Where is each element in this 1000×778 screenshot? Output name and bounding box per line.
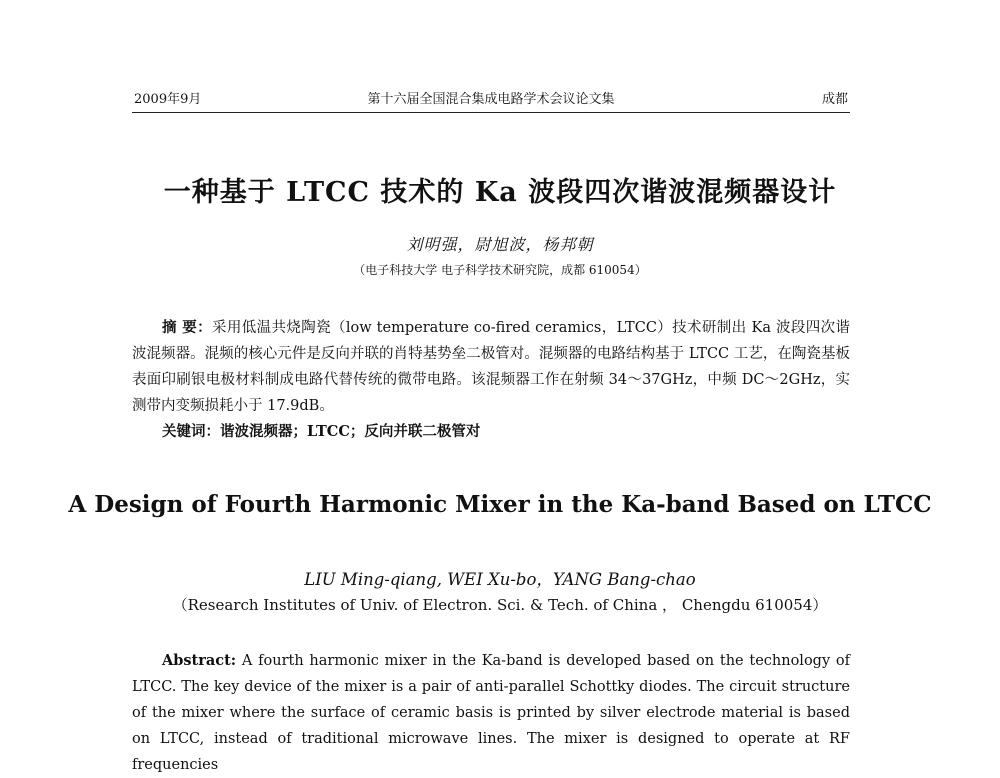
authors-english: LIU Ming-qiang, WEI Xu-bo，YANG Bang-chao [304, 570, 696, 589]
keywords-text-chinese: 谐波混频器；LTCC；反向并联二极管对 [220, 423, 481, 440]
keywords-label-chinese: 关键词： [162, 423, 220, 440]
affiliation-english: （Research Institutes of Univ. of Electron. Sci. & Tech. of China ， Chengdu 610054） [172, 596, 828, 614]
abstract-english [132, 648, 850, 778]
title-chinese: 一种基于 LTCC 技术的 Ka 波段四次谐波混频器设计 [163, 177, 837, 208]
abstract-label-chinese: 摘 要： [162, 319, 213, 336]
abstract-label-english: Abstract: [162, 652, 237, 669]
header-city: 成都 [821, 92, 848, 107]
header-proceedings: 第十六届全国混合集成电路学术会议论文集 [367, 92, 615, 107]
abstract-text-chinese: 采用低温共烧陶瓷（low temperature co-fired ceramics，LTCC）技术研制出 Ka 波段四次谐波混频器。混频的核心元件是反向并联的肖特基势垒二极管对。混频器的电路结构基于 LTCC 工艺，在陶瓷基板表面印刷银电极材料制成电路代替传统的微带电路。该混频器工作在射频 34～37GHz，中频 DC～2GHz，实测带内变频损耗小于 17.9dB。 [132, 320, 850, 414]
keywords-chinese [162, 419, 480, 445]
authors-chinese: 刘明强，尉旭波，杨邦朝 [406, 235, 594, 254]
running-header [132, 88, 850, 113]
abstract-text-english: A fourth harmonic mixer in the Ka-band is developed based on the technology of LTCC. The key device of the mixer is a pair of anti-parallel Schottky diodes. The circuit structure of the mixer where the surface of ceramic basis is printed by silver electrode material is based on LTCC, instead of traditional microwave lines. The mixer is designed to operate at RF frequencies [132, 653, 850, 773]
header-date: 2009年9月 [134, 92, 202, 107]
affiliation-chinese: （电子科技大学 电子科学技术研究院，成都 610054） [353, 263, 647, 277]
abstract-chinese [132, 315, 850, 419]
title-english: A Design of Fourth Harmonic Mixer in the Ka-band Based on LTCC [68, 491, 932, 518]
